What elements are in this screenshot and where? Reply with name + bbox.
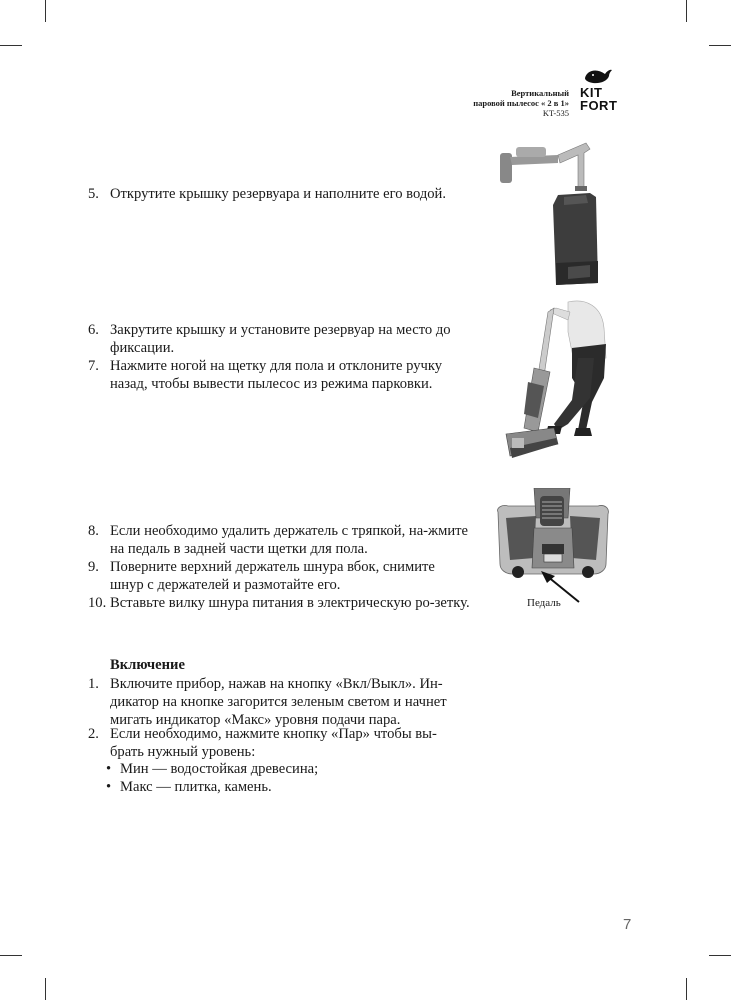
list-item xyxy=(88,558,470,594)
item-number: 7. xyxy=(88,358,99,374)
crop-mark xyxy=(709,45,731,46)
list-item xyxy=(88,321,470,357)
person-vacuum-illustration xyxy=(498,298,608,468)
item-text: Включите прибор, нажав на кнопку «Вкл/Выкл». Ин-дикатор на кнопке загорится зеленым светом и начнет мигать индикатор «Макс» уровня подачи пара. xyxy=(110,676,447,728)
figure-caption: Педаль xyxy=(527,597,561,609)
item-number: 9. xyxy=(88,559,99,575)
tank-faucet-illustration xyxy=(498,135,608,295)
brand-logo xyxy=(580,66,636,118)
bullet-text: Макс — плитка, камень. xyxy=(120,779,272,795)
crop-mark xyxy=(0,45,22,46)
bullet-text: Мин — водостойкая древесина; xyxy=(120,761,319,777)
bullet-marker: • xyxy=(106,761,112,777)
item-number: 5. xyxy=(88,186,99,202)
bullet-marker: • xyxy=(106,779,112,795)
crop-mark xyxy=(45,0,46,22)
crop-mark xyxy=(0,955,22,956)
list-item xyxy=(88,522,470,558)
list-item xyxy=(88,357,470,393)
item-text: Если необходимо, нажмите кнопку «Пар» чтобы вы-брать нужный уровень: xyxy=(110,726,437,760)
section-heading: Включение xyxy=(110,657,185,673)
list-item xyxy=(88,594,470,612)
item-number: 10. xyxy=(88,595,107,611)
crop-mark xyxy=(709,955,731,956)
item-number: 8. xyxy=(88,523,99,539)
header-title-line1: Вертикальный xyxy=(511,88,569,98)
item-number: 1. xyxy=(88,676,99,692)
item-text: Открутите крышку резервуара и наполните его водой. xyxy=(110,186,447,202)
whale-icon xyxy=(583,66,613,86)
list-item xyxy=(88,185,470,203)
item-text: Если необходимо удалить держатель с тряпкой, на-жмите на педаль в задней части щетки для пола. xyxy=(110,523,469,557)
header-title-line2: паровой пылесос « 2 в 1» xyxy=(473,98,569,108)
header-model: KT-535 xyxy=(542,108,569,118)
crop-mark xyxy=(686,0,687,22)
item-text: Нажмите ногой на щетку для пола и отклоните ручку назад, чтобы вывести пылесос из режима парковки. xyxy=(110,358,443,392)
logo-text-fort: FORT xyxy=(580,98,618,113)
document-header xyxy=(473,88,569,118)
logo-text-kit: KIT xyxy=(580,85,603,100)
item-number: 6. xyxy=(88,322,99,338)
crop-mark xyxy=(686,978,687,1000)
list-item xyxy=(88,675,470,729)
page-number: 7 xyxy=(623,916,632,933)
bullet-item xyxy=(106,760,318,778)
item-text: Поверните верхний держатель шнура вбок, снимите шнур с держателей и размотайте его. xyxy=(110,559,435,593)
item-text: Вставьте вилку шнура питания в электрическую ро-зетку. xyxy=(110,595,470,611)
item-number: 2. xyxy=(88,726,99,742)
bullet-item xyxy=(106,778,272,796)
item-text: Закрутите крышку и установите резервуар на место до фиксации. xyxy=(110,322,451,356)
crop-mark xyxy=(45,978,46,1000)
list-item xyxy=(88,725,470,761)
